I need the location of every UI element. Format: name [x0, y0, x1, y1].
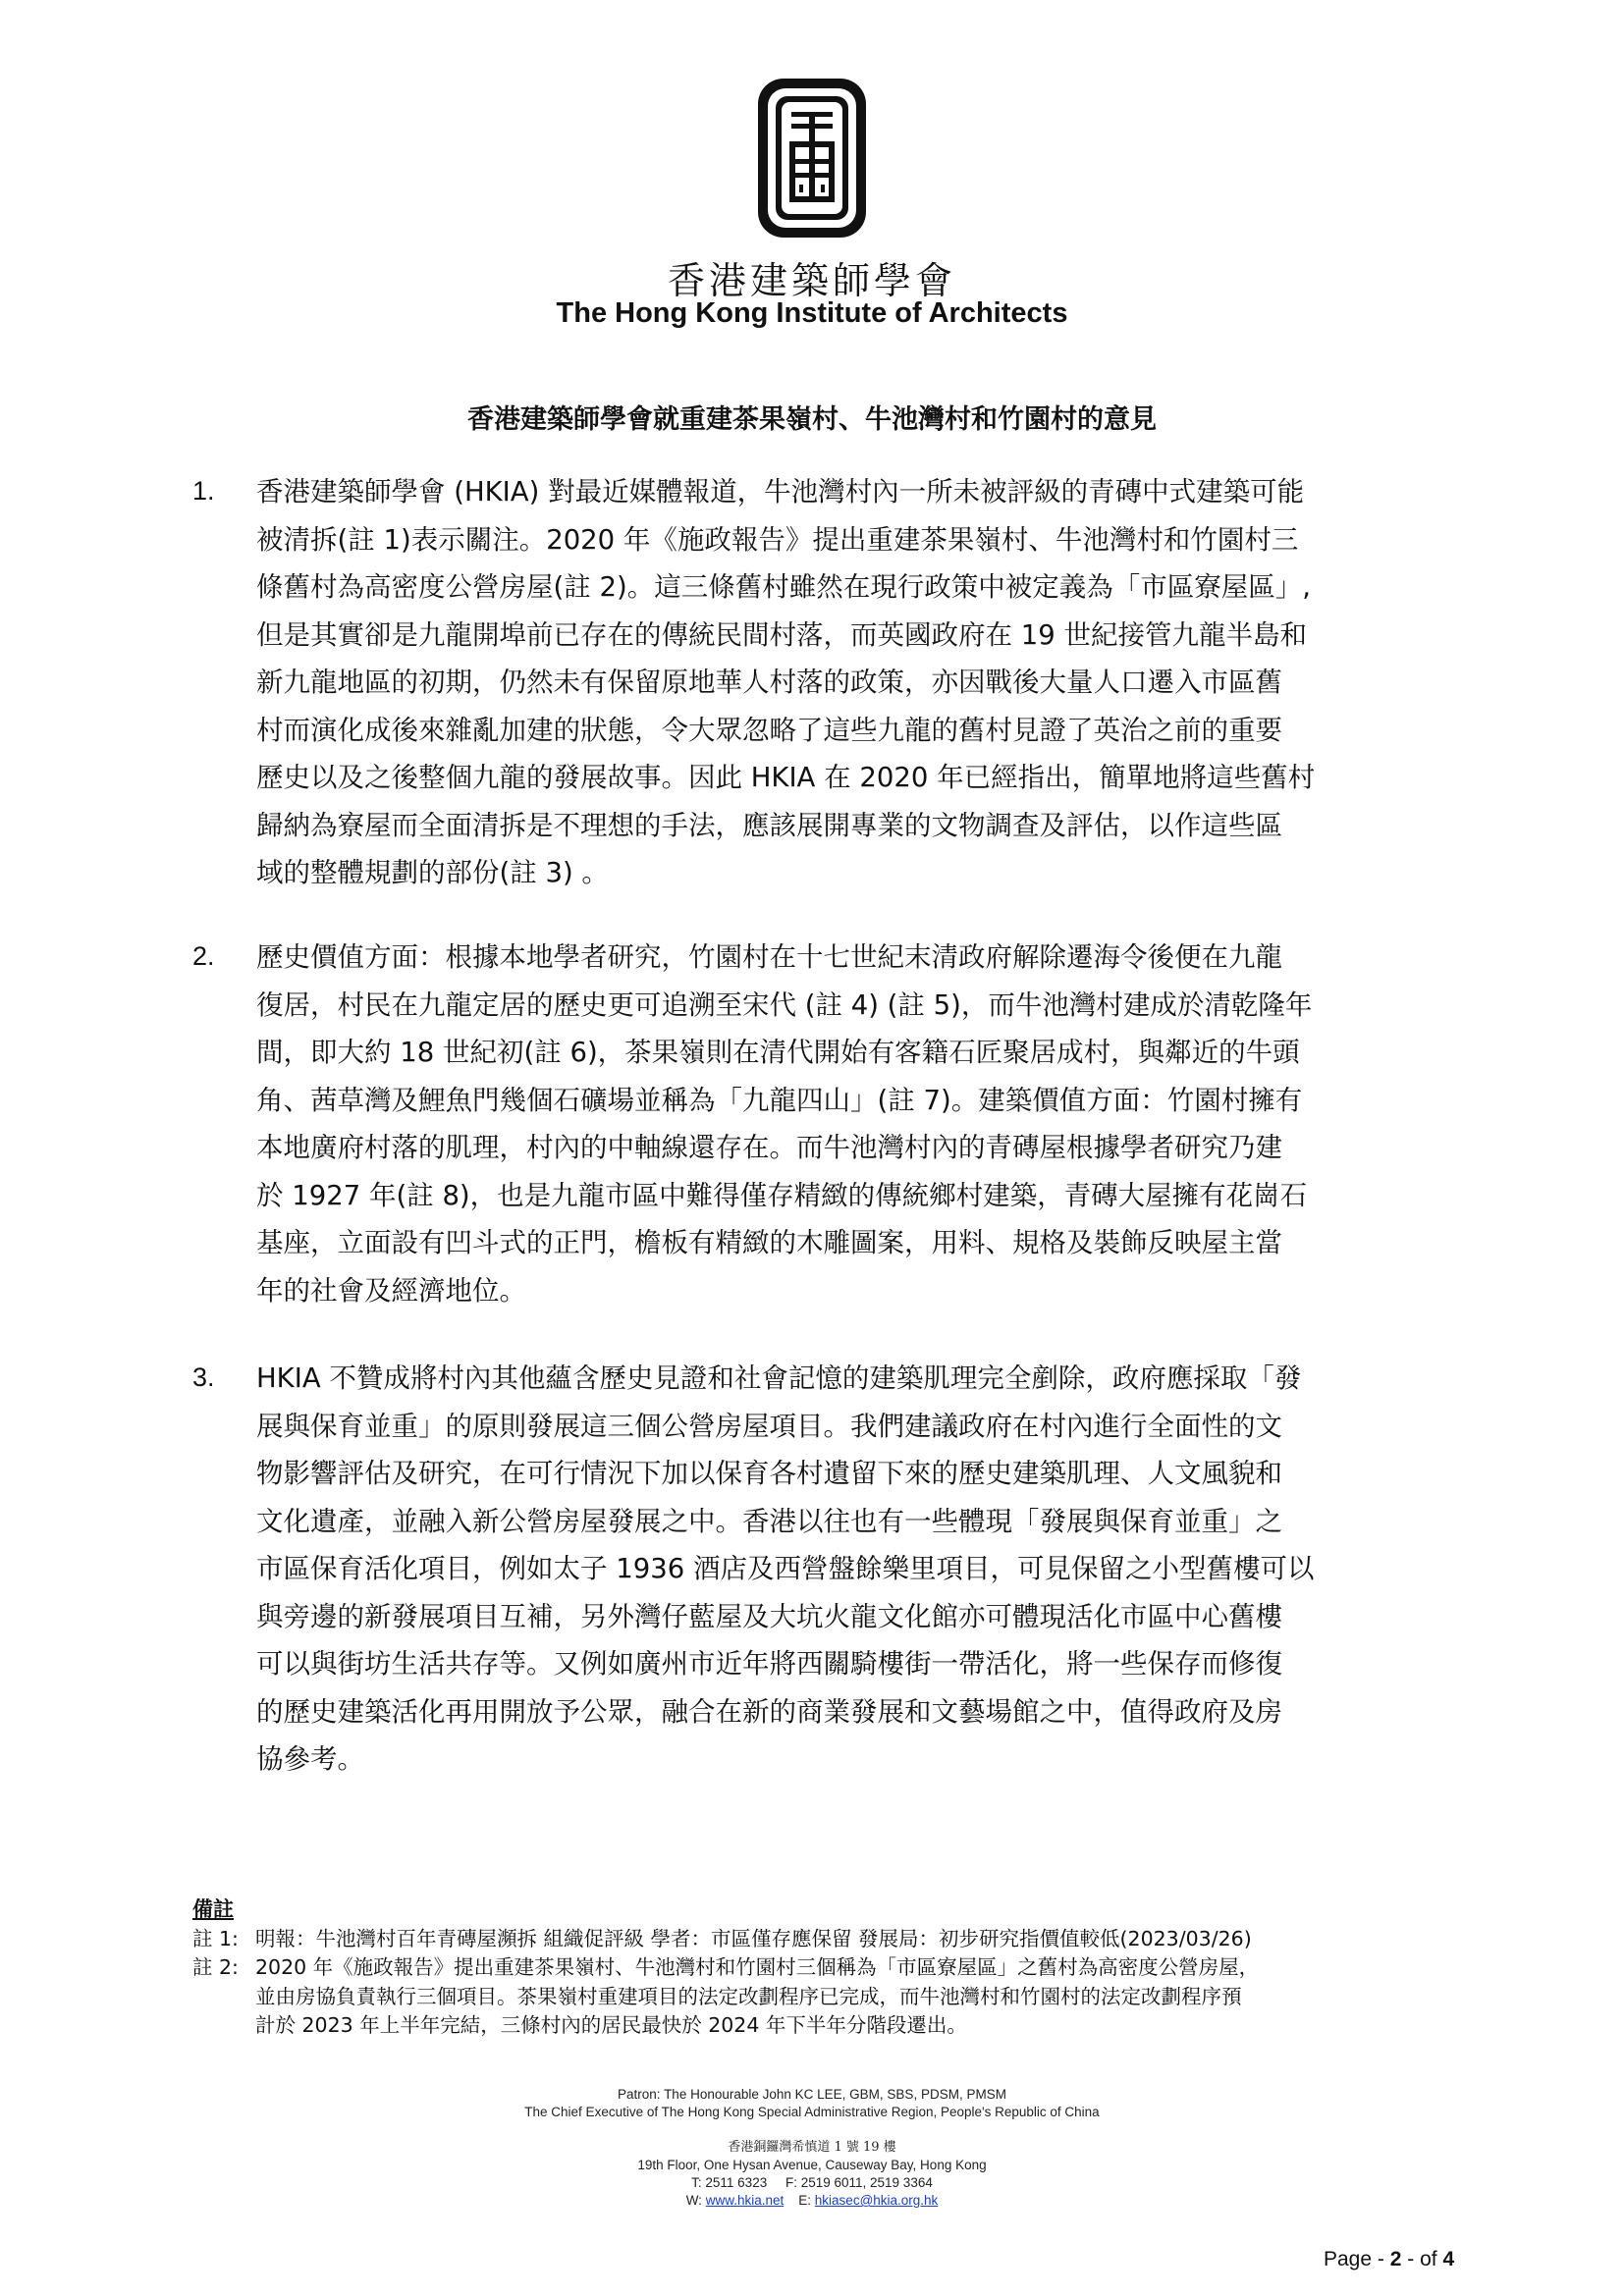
text-line: 於 1927 年(註 8)，也是九龍市區中難得僅存精緻的傳統鄉村建築，青磚大屋擁有花崗石	[256, 1179, 1308, 1211]
text-line: 香港建築師學會 (HKIA) 對最近媒體報道，牛池灣村內一所未被評級的青磚中式建築可能	[256, 476, 1305, 507]
email-label: E:	[798, 2193, 812, 2208]
text-line: 協參考。	[256, 1743, 364, 1775]
text-line: 被清拆(註 1)表示關注。2020 年《施政報告》提出重建茶果嶺村、牛池灣村和竹園村三	[256, 523, 1299, 556]
text-line: 歸納為寮屋而全面清拆是不理想的手法，應該展開專業的文物調查及評估，以作這些區	[256, 809, 1282, 841]
letterhead-footer	[0, 2086, 1624, 2210]
text-line: 角、茜草灣及鯉魚門幾個石礦場並稱為「九龍四山」(註 7)。建築價值方面：竹園村擁有	[256, 1084, 1303, 1116]
org-name-chinese: 香港建築師學會	[667, 259, 956, 302]
footnotes-heading: 備註	[192, 1897, 234, 1921]
footnotes	[192, 1896, 1479, 2041]
document-title: 香港建築師學會就重建茶果嶺村、牛池灣村和竹園村的意見	[467, 404, 1157, 435]
footnote-text: 2020 年《施政報告》提出重建茶果嶺村、牛池灣村和竹園村三個稱為「市區寮屋區」之舊村為高密度公營房屋，	[255, 1955, 1260, 1979]
text-line: 年的社會及經濟地位。	[256, 1274, 526, 1307]
page-middle: - of	[1407, 2248, 1437, 2270]
text-line: 文化遺產，並融入新公營房屋發展之中。香港以往也有一些體現「發展與保育並重」之	[256, 1505, 1282, 1537]
text-line: 但是其實卻是九龍開埠前已存在的傳統民間村落，而英國政府在 19 世紀接管九龍半島和	[256, 618, 1307, 651]
paragraph-number: 2.	[192, 941, 215, 971]
paragraph-number: 1.	[192, 476, 215, 506]
text-line: 可以與街坊生活共存等。又例如廣州市近年將西關騎樓街一帶活化，將一些保存而修復	[256, 1648, 1282, 1680]
text-line: HKIA 不贊成將村內其他蘊含歷史見證和社會記憶的建築肌理完全剷除，政府應採取「發	[256, 1362, 1302, 1394]
text-line: 復居，村民在九龍定居的歷史更可追溯至宋代 (註 4) (註 5)，而牛池灣村建成於清乾隆年	[256, 988, 1313, 1021]
contact-line	[0, 2192, 1624, 2210]
text-line: 新九龍地區的初期，仍然未有保留原地華人村落的政策，亦因戰後大量人口遷入市區舊	[256, 667, 1282, 698]
text-line: 本地廣府村落的肌理，村內的中軸線還存在。而牛池灣村內的青磚屋根據學者研究乃建	[256, 1132, 1282, 1163]
paragraph-text	[256, 468, 1466, 897]
patron-line: Patron: The Honourable John KC LEE, GBM, SBS, PDSM, PMSM	[618, 2087, 1006, 2102]
footnote-label: 註 1:	[192, 1926, 239, 1950]
footnote-2	[192, 1953, 1479, 2041]
footnote-label: 註 2:	[192, 1955, 239, 1979]
footnote-text: 並由房協負責執行三個項目。茶果嶺村重建項目的法定改劃程序已完成，而牛池灣村和竹園村的法定改劃程序預	[255, 1984, 1242, 2008]
web-label: W:	[685, 2193, 702, 2208]
text-line: 條舊村為高密度公營房屋(註 2)。這三條舊村雖然在現行政策中被定義為「市區寮屋區」,	[256, 571, 1311, 603]
address-chinese: 香港銅鑼灣希慎道 1 號 19 樓	[728, 2140, 896, 2155]
page-current: 2	[1389, 2248, 1402, 2270]
text-line: 村而演化成後來雜亂加建的狀態，令大眾忽略了這些九龍的舊村見證了英治之前的重要	[256, 714, 1282, 746]
text-line: 市區保育活化項目，例如太子 1936 酒店及西營盤餘樂里項目，可見保留之小型舊樓可以	[256, 1553, 1315, 1584]
text-line: 的歷史建築活化再用開放予公眾，融合在新的商業發展和文藝場館之中，值得政府及房	[256, 1695, 1282, 1728]
footnote-text: 明報：牛池灣村百年青磚屋瀕拆 組織促評級 學者：市區僅存應保留 發展局：初步研究指價值較低(2023/03/26)	[255, 1926, 1252, 1950]
org-name-english: The Hong Kong Institute of Architects	[556, 297, 1068, 329]
text-line: 域的整體規劃的部份(註 3) 。	[256, 857, 609, 888]
page-prefix: Page -	[1324, 2248, 1384, 2270]
footnote-1	[192, 1925, 1479, 1954]
paragraph-text	[256, 1355, 1466, 1784]
hkia-logo-icon	[754, 75, 870, 241]
address-english: 19th Floor, One Hysan Avenue, Causeway Bay, Hong Kong	[637, 2158, 987, 2172]
paragraph-number: 3.	[192, 1362, 215, 1392]
email-link[interactable]: hkiasec@hkia.org.hk	[814, 2193, 939, 2208]
footnote-text: 計於 2023 年上半年完結，三條村內的居民最快於 2024 年下半年分階段遷出。	[255, 2013, 967, 2037]
text-line: 與旁邊的新發展項目互補，另外灣仔藍屋及大坑火龍文化館亦可體現活化市區中心舊樓	[256, 1600, 1282, 1632]
page-number	[1324, 2248, 1454, 2271]
text-line: 物影響評估及研究，在可行情況下加以保育各村遺留下來的歷史建築肌理、人文風貌和	[256, 1458, 1282, 1489]
page-total: 4	[1442, 2248, 1455, 2270]
website-link[interactable]: www.hkia.net	[705, 2193, 785, 2208]
phone-fax-line: T: 2511 6323 F: 2519 6011, 2519 3364	[691, 2175, 933, 2190]
patron-title-line: The Chief Executive of The Hong Kong Special Administrative Region, People's Republic of China	[524, 2105, 1100, 2119]
paragraph-text	[256, 934, 1466, 1314]
text-line: 歷史以及之後整個九龍的發展故事。因此 HKIA 在 2020 年已經指出，簡單地將這些舊村	[256, 762, 1316, 793]
text-line: 展與保育並重」的原則發展這三個公營房屋項目。我們建議政府在村內進行全面性的文	[256, 1410, 1282, 1442]
text-line: 歷史價值方面：根據本地學者研究，竹園村在十七世紀末清政府解除遷海令後便在九龍	[256, 941, 1282, 973]
text-line: 間，即大約 18 世紀初(註 6)，茶果嶺則在清代開始有客籍石匠聚居成村，與鄰近的牛頭	[256, 1037, 1300, 1068]
text-line: 基座，立面設有凹斗式的正門，檐板有精緻的木雕圖案，用料、規格及裝飾反映屋主當	[256, 1227, 1282, 1258]
